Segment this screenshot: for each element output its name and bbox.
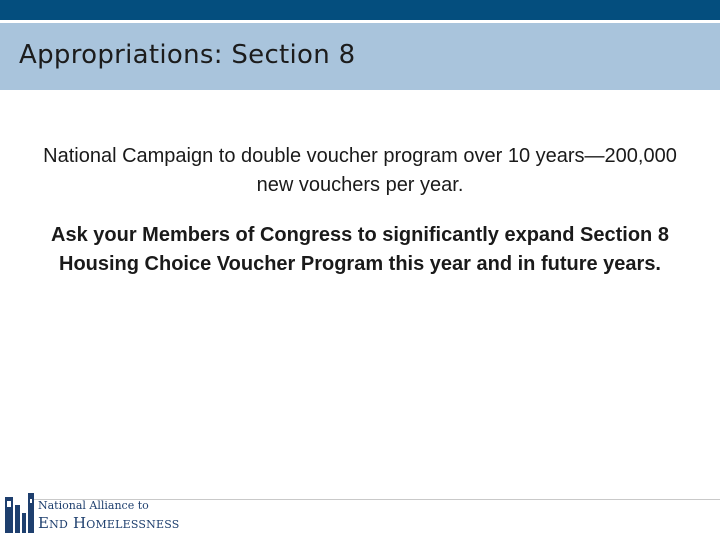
house-mark-icon [4,491,36,535]
logo-text-top: National Alliance to [38,499,149,512]
slide-body [30,142,690,279]
organization-logo [4,489,194,537]
logo-text-bottom: End Homelessness [38,514,180,532]
slide-title: Appropriations: Section 8 [19,40,356,70]
header-bar [0,0,720,20]
campaign-paragraph: National Campaign to double voucher program over 10 years—200,000 new vouchers per year. [43,145,677,196]
call-to-action-paragraph: Ask your Members of Congress to significantly expand Section 8 Housing Choice Voucher Program this year and in future years. [51,224,669,275]
